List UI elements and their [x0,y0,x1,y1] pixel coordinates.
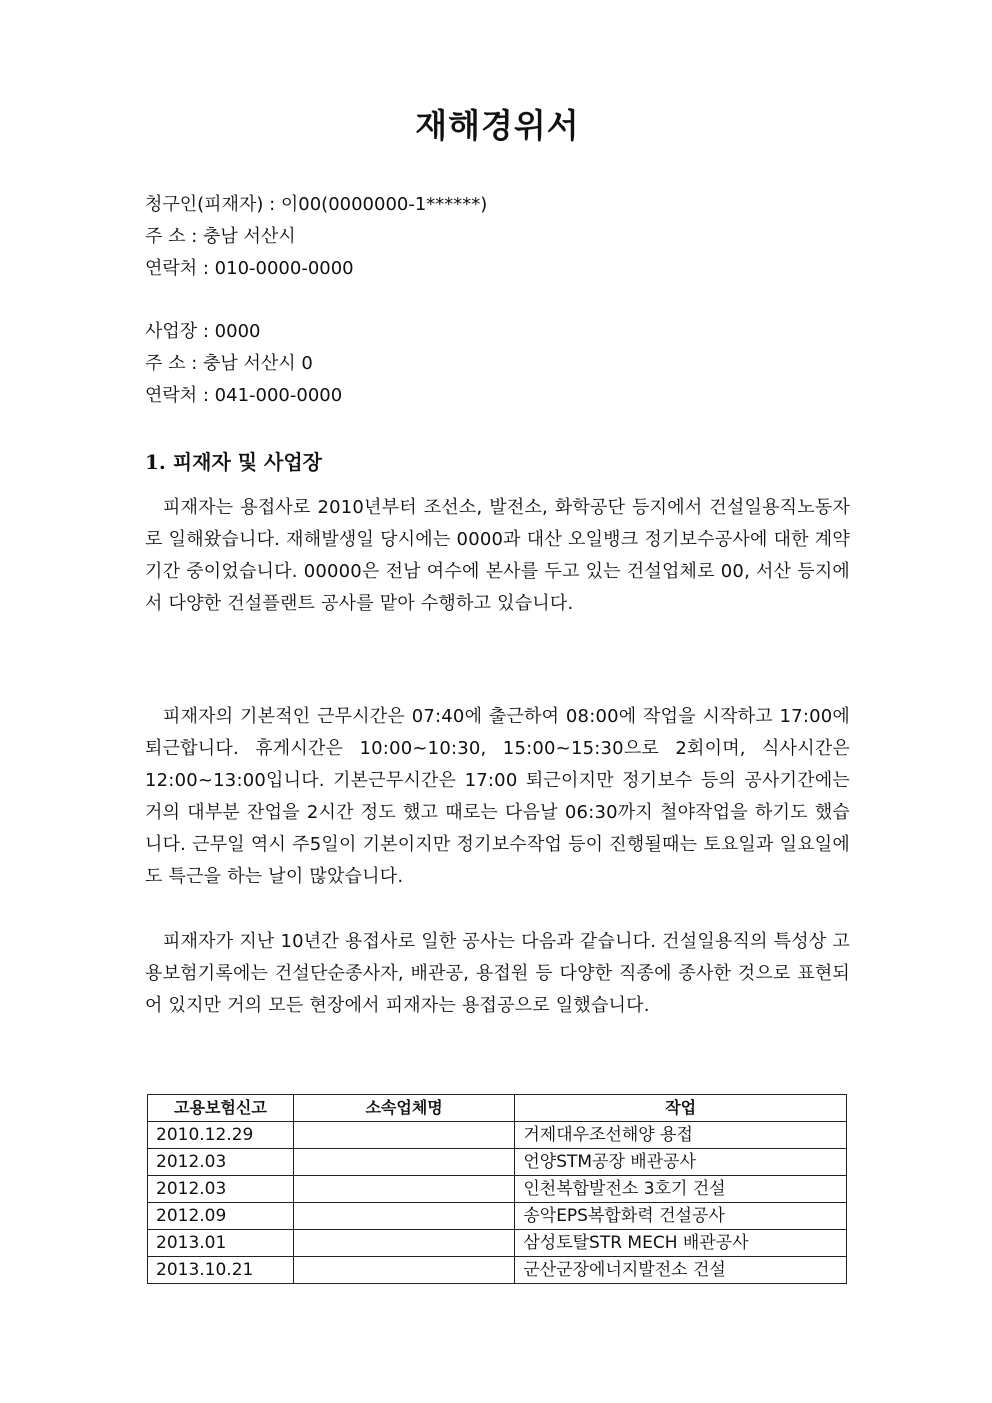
cell-company [293,1257,514,1284]
cell-date: 2013.10.21 [148,1257,294,1284]
cell-work: 송악EPS복합화력 건설공사 [515,1203,847,1230]
cell-company [293,1203,514,1230]
claimant-address-line: 주 소 : 충남 서산시 [145,226,296,247]
section-heading: 1. 피재자 및 사업장 [145,450,323,474]
cell-company [293,1149,514,1176]
cell-work: 군산군장에너지발전소 건설 [515,1257,847,1284]
paragraph-background: 피재자는 용접사로 2010년부터 조선소, 발전소, 화학공단 등지에서 건설일용직노동자로 일해왔습니다. 재해발생일 당시에는 0000과 대산 오일뱅크 정기보수공사에 대한 계약기간 중이었습니다. 00000은 전남 여수에 본사를 두고 있는 건설업체로 00, 서산 등지에서 다양한 건설플랜트 공사를 맡아 수행하고 있습니다. [145,497,850,614]
header-work: 작업 [515,1095,847,1122]
table-row [148,1122,847,1149]
header-insurance-report: 고용보험신고 [148,1095,294,1122]
cell-work: 언양STM공장 배관공사 [515,1149,847,1176]
cell-work: 인천복합발전소 3호기 건설 [515,1176,847,1203]
workplace-address-line: 주 소 : 충남 서산시 0 [145,353,313,374]
cell-date: 2012.03 [148,1149,294,1176]
cell-date: 2013.01 [148,1230,294,1257]
workplace-name-line: 사업장 : 0000 [145,321,261,342]
cell-work: 삼성토탈STR MECH 배관공사 [515,1230,847,1257]
table-row [148,1230,847,1257]
claimant-name-line: 청구인(피재자) : 이00(0000000-1******) [145,194,488,215]
workplace-contact-line: 연락처 : 041-000-0000 [145,385,343,406]
cell-date: 2010.12.29 [148,1122,294,1149]
table-row [148,1176,847,1203]
table-row [148,1203,847,1230]
cell-date: 2012.09 [148,1203,294,1230]
header-company-name: 소속업체명 [293,1095,514,1122]
cell-company [293,1230,514,1257]
cell-company [293,1122,514,1149]
document-title: 재해경위서 [415,106,580,145]
claimant-contact-line: 연락처 : 010-0000-0000 [145,258,354,279]
work-history-table [147,1094,847,1284]
table-row [148,1257,847,1284]
paragraph-work-history: 피재자가 지난 10년간 용접사로 일한 공사는 다음과 같습니다. 건설일용직의 특성상 고용보험기록에는 건설단순종사자, 배관공, 용접원 등 다양한 직종에 종사한 것으로 표현되어 있지만 거의 모든 현장에서 피재자는 용접공으로 일했습니다. [145,931,850,1016]
paragraph-working-hours: 피재자의 기본적인 근무시간은 07:40에 출근하여 08:00에 작업을 시작하고 17:00에 퇴근합니다. 휴게시간은 10:00~10:30, 15:00~15:30으로 2회이며, 식사시간은 12:00~13:00입니다. 기본근무시간은 17:00 퇴근이지만 정기보수 등의 공사기간에는 거의 대부분 잔업을 2시간 정도 했고 때로는 다음날 06:30까지 철야작업을 하기도 했습니다. 근무일 역시 주5일이 기본이지만 정기보수작업 등이 진행될때는 토요일과 일요일에도 특근을 하는 날이 많았습니다. [145,706,850,887]
table-header-row [148,1095,847,1122]
table-row [148,1149,847,1176]
cell-date: 2012.03 [148,1176,294,1203]
cell-work: 거제대우조선해양 용접 [515,1122,847,1149]
cell-company [293,1176,514,1203]
